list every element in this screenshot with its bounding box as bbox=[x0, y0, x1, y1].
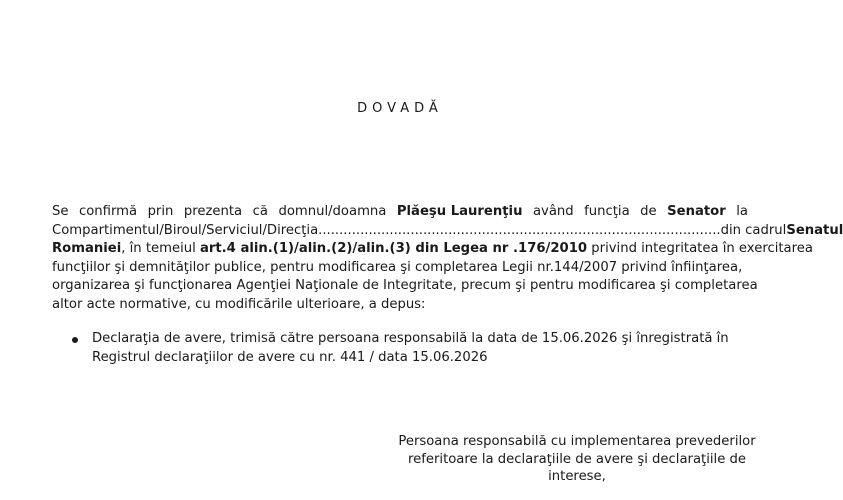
text-fragment: privind integritatea în exercitarea bbox=[591, 241, 813, 257]
text-fragment: Se bbox=[52, 204, 69, 219]
text-fragment: că bbox=[252, 204, 268, 219]
text-fragment: prin bbox=[147, 204, 174, 219]
signature-line-1: Persoana responsabilă cu implementarea prevederilor bbox=[398, 434, 756, 449]
signature-block bbox=[392, 433, 762, 486]
text-fragment: domnul/doamna bbox=[278, 204, 387, 219]
paragraph-line-5: organizarea şi funcţionarea Agenţiei Naţionale de Integritate, precum şi pentru modificarea şi completarea bbox=[52, 278, 758, 294]
legal-reference: art.4 alin.(1)/alin.(2)/alin.(3) din Legea nr .176/2010 bbox=[199, 241, 588, 257]
signature-line-3: interese, bbox=[548, 469, 606, 484]
paragraph-line-2 bbox=[52, 222, 843, 241]
text-fragment: confirmă bbox=[78, 204, 138, 219]
paragraph-line-4: funcţiilor şi demnităţilor publice, pentru modificarea şi completarea Legii nr.144/2007 privind înfiinţarea, bbox=[52, 259, 743, 275]
document-title: DOVADĂ bbox=[357, 101, 443, 116]
person-name: Plăeşu Laurenţiu bbox=[396, 204, 523, 219]
text-fragment: Compartimentul/Biroul/Serviciul/Direcţia bbox=[52, 222, 319, 238]
text-fragment: de bbox=[640, 204, 657, 219]
text-fragment: , în temeiul bbox=[121, 241, 196, 257]
text-fragment: prezenta bbox=[183, 204, 243, 219]
institution-name: Senatul bbox=[786, 222, 843, 238]
person-function: Senator bbox=[667, 204, 726, 219]
paragraph-line-6: altor acte normative, cu modificările ulterioare, a depus: bbox=[52, 296, 426, 312]
institution-name: Romaniei bbox=[52, 241, 122, 257]
paragraph-line-1 bbox=[52, 203, 748, 222]
text-fragment: funcţia bbox=[584, 204, 630, 219]
text-fragment: din cadrul bbox=[720, 222, 787, 238]
declaration-line-1: Declaraţia de avere, trimisă către persoana responsabilă la data de 15.06.2026 şi înregistrată în bbox=[92, 331, 729, 346]
paragraph-line-3 bbox=[52, 240, 813, 259]
declaration-text bbox=[92, 330, 752, 367]
signature-line-2: referitoare la declaraţiile de avere şi declaraţiile de bbox=[407, 451, 746, 467]
bullet-icon bbox=[72, 337, 78, 343]
confirmation-paragraph bbox=[52, 203, 843, 315]
declaration-line-2: Registrul declaraţiilor de avere cu nr. 441 / data 15.06.2026 bbox=[92, 349, 488, 365]
text-fragment: având bbox=[532, 204, 574, 219]
text-fragment: la bbox=[736, 204, 748, 219]
dotted-fill: ................................................................................................ bbox=[318, 222, 721, 238]
